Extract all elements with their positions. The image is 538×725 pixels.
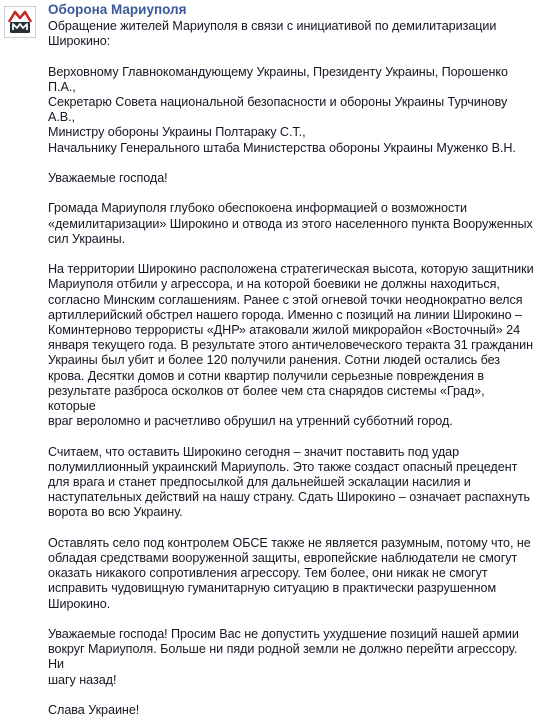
- post-paragraph: [48, 201, 534, 247]
- post-line: для врага и станет предпосылкой для дальнейшей эскалации насилия и: [48, 475, 471, 490]
- post-paragraph: [48, 445, 534, 521]
- post-line: вокруг Мариуполя. Больше ни пяди родной земли не должно перейти агрессору. Ни: [48, 642, 518, 672]
- post-line: Начальнику Генерального штаба Министерства обороны Украины Муженко В.Н.: [48, 140, 516, 155]
- post-line: ворота во всю Украину.: [48, 505, 183, 520]
- post-line: сил Украины.: [48, 231, 126, 246]
- post-line: полумиллионный украинский Мариуполь. Это также создаст опасный прецедент: [48, 459, 518, 474]
- post-line: результате разброса осколков от более чем ста снарядов системы «Град», которые: [48, 383, 485, 414]
- post-line: обладая средствами вооруженной защиты, европейские наблюдатели не смогут: [48, 551, 518, 566]
- post-line: На территории Широкино расположена стратегическая высота, которую защитники: [48, 262, 534, 277]
- post-line: П.А.,: [48, 79, 76, 94]
- post-line: Уважаемые господа! Просим Вас не допустить ухудшение позиций нашей армии: [48, 627, 519, 642]
- post-line: Мариуполя отбили у агрессора, и на которой боевики не должны находиться,: [48, 277, 500, 292]
- author-name-link[interactable]: Оборона Мариуполя: [48, 2, 187, 17]
- post-line: оказать никакого сопротивления агрессору. Тем более, они никак не смогут: [48, 566, 488, 581]
- post-line: Украины был убит и более 120 получили ранения. Сотни людей остались без: [48, 353, 501, 368]
- post-line: Широкино:: [48, 34, 111, 49]
- post-paragraph: [48, 536, 534, 612]
- post-line: Широкино.: [48, 596, 111, 611]
- post-line: согласно Минским соглашениям. Ранее с этой огневой точки неоднократно велся: [48, 292, 523, 307]
- page-avatar[interactable]: [4, 6, 36, 38]
- post-content: [48, 0, 534, 718]
- post-line: Слава Украине!: [48, 703, 140, 718]
- post-paragraph: [48, 171, 534, 186]
- post-paragraph: [48, 262, 534, 429]
- post-line: исправить чудовищную гуманитарную ситуацию в практически разрушенном: [48, 581, 497, 596]
- post-line: Министру обороны Украины Полтараку С.Т.,: [48, 125, 306, 140]
- post-line: А.В.,: [48, 110, 76, 125]
- post-line: наступательных действий на нашу страну. Сдать Широкино – означает распахнуть: [48, 490, 531, 505]
- post-paragraph: [48, 65, 534, 156]
- post-line: шагу назад!: [48, 672, 117, 687]
- post-line: января текущего года. В результате этого античеловеческого теракта 31 гражданин: [48, 338, 533, 353]
- post-line: Секретарю Совета национальной безопасности и обороны Украины Турчинову: [48, 95, 508, 109]
- post-line: Коминтерново террористы «ДНР» атаковали жилой микрорайон «Восточный» 24: [48, 323, 521, 337]
- post-paragraph: [48, 19, 534, 49]
- post-line: Считаем, что оставить Широкино сегодня – значит поставить под удар: [48, 444, 460, 459]
- post-text: [48, 19, 534, 718]
- post-paragraph: [48, 703, 534, 718]
- post-line: Верховному Главнокомандующему Украины, Президенту Украины, Порошенко: [48, 64, 508, 79]
- post-line: Обращение жителей Мариуполя в связи с инициативой по демилитаризации: [48, 19, 497, 33]
- post-line: Громада Мариуполя глубоко обеспокоена информацией о возможности: [48, 201, 467, 216]
- mariupol-defense-logo-icon: [7, 9, 33, 35]
- post-line: «демилитаризации» Широкино и отвода из этого населенного пункта Вооруженных: [48, 216, 533, 231]
- post-paragraph: [48, 627, 534, 688]
- post-line: враг вероломно и расчетливо обрушил на утренний субботний город.: [48, 414, 453, 429]
- post-line: Уважаемые господа!: [48, 171, 168, 185]
- post-line: крова. Десятки домов и сотни квартир получили серьезные повреждения в: [48, 368, 485, 383]
- post-line: Оставлять село под контролем ОБСЕ также не является разумным, потому что, не: [48, 535, 531, 550]
- post-line: артиллерийский обстрел нашего города. Именно с позиций на линии Широкино –: [48, 307, 523, 322]
